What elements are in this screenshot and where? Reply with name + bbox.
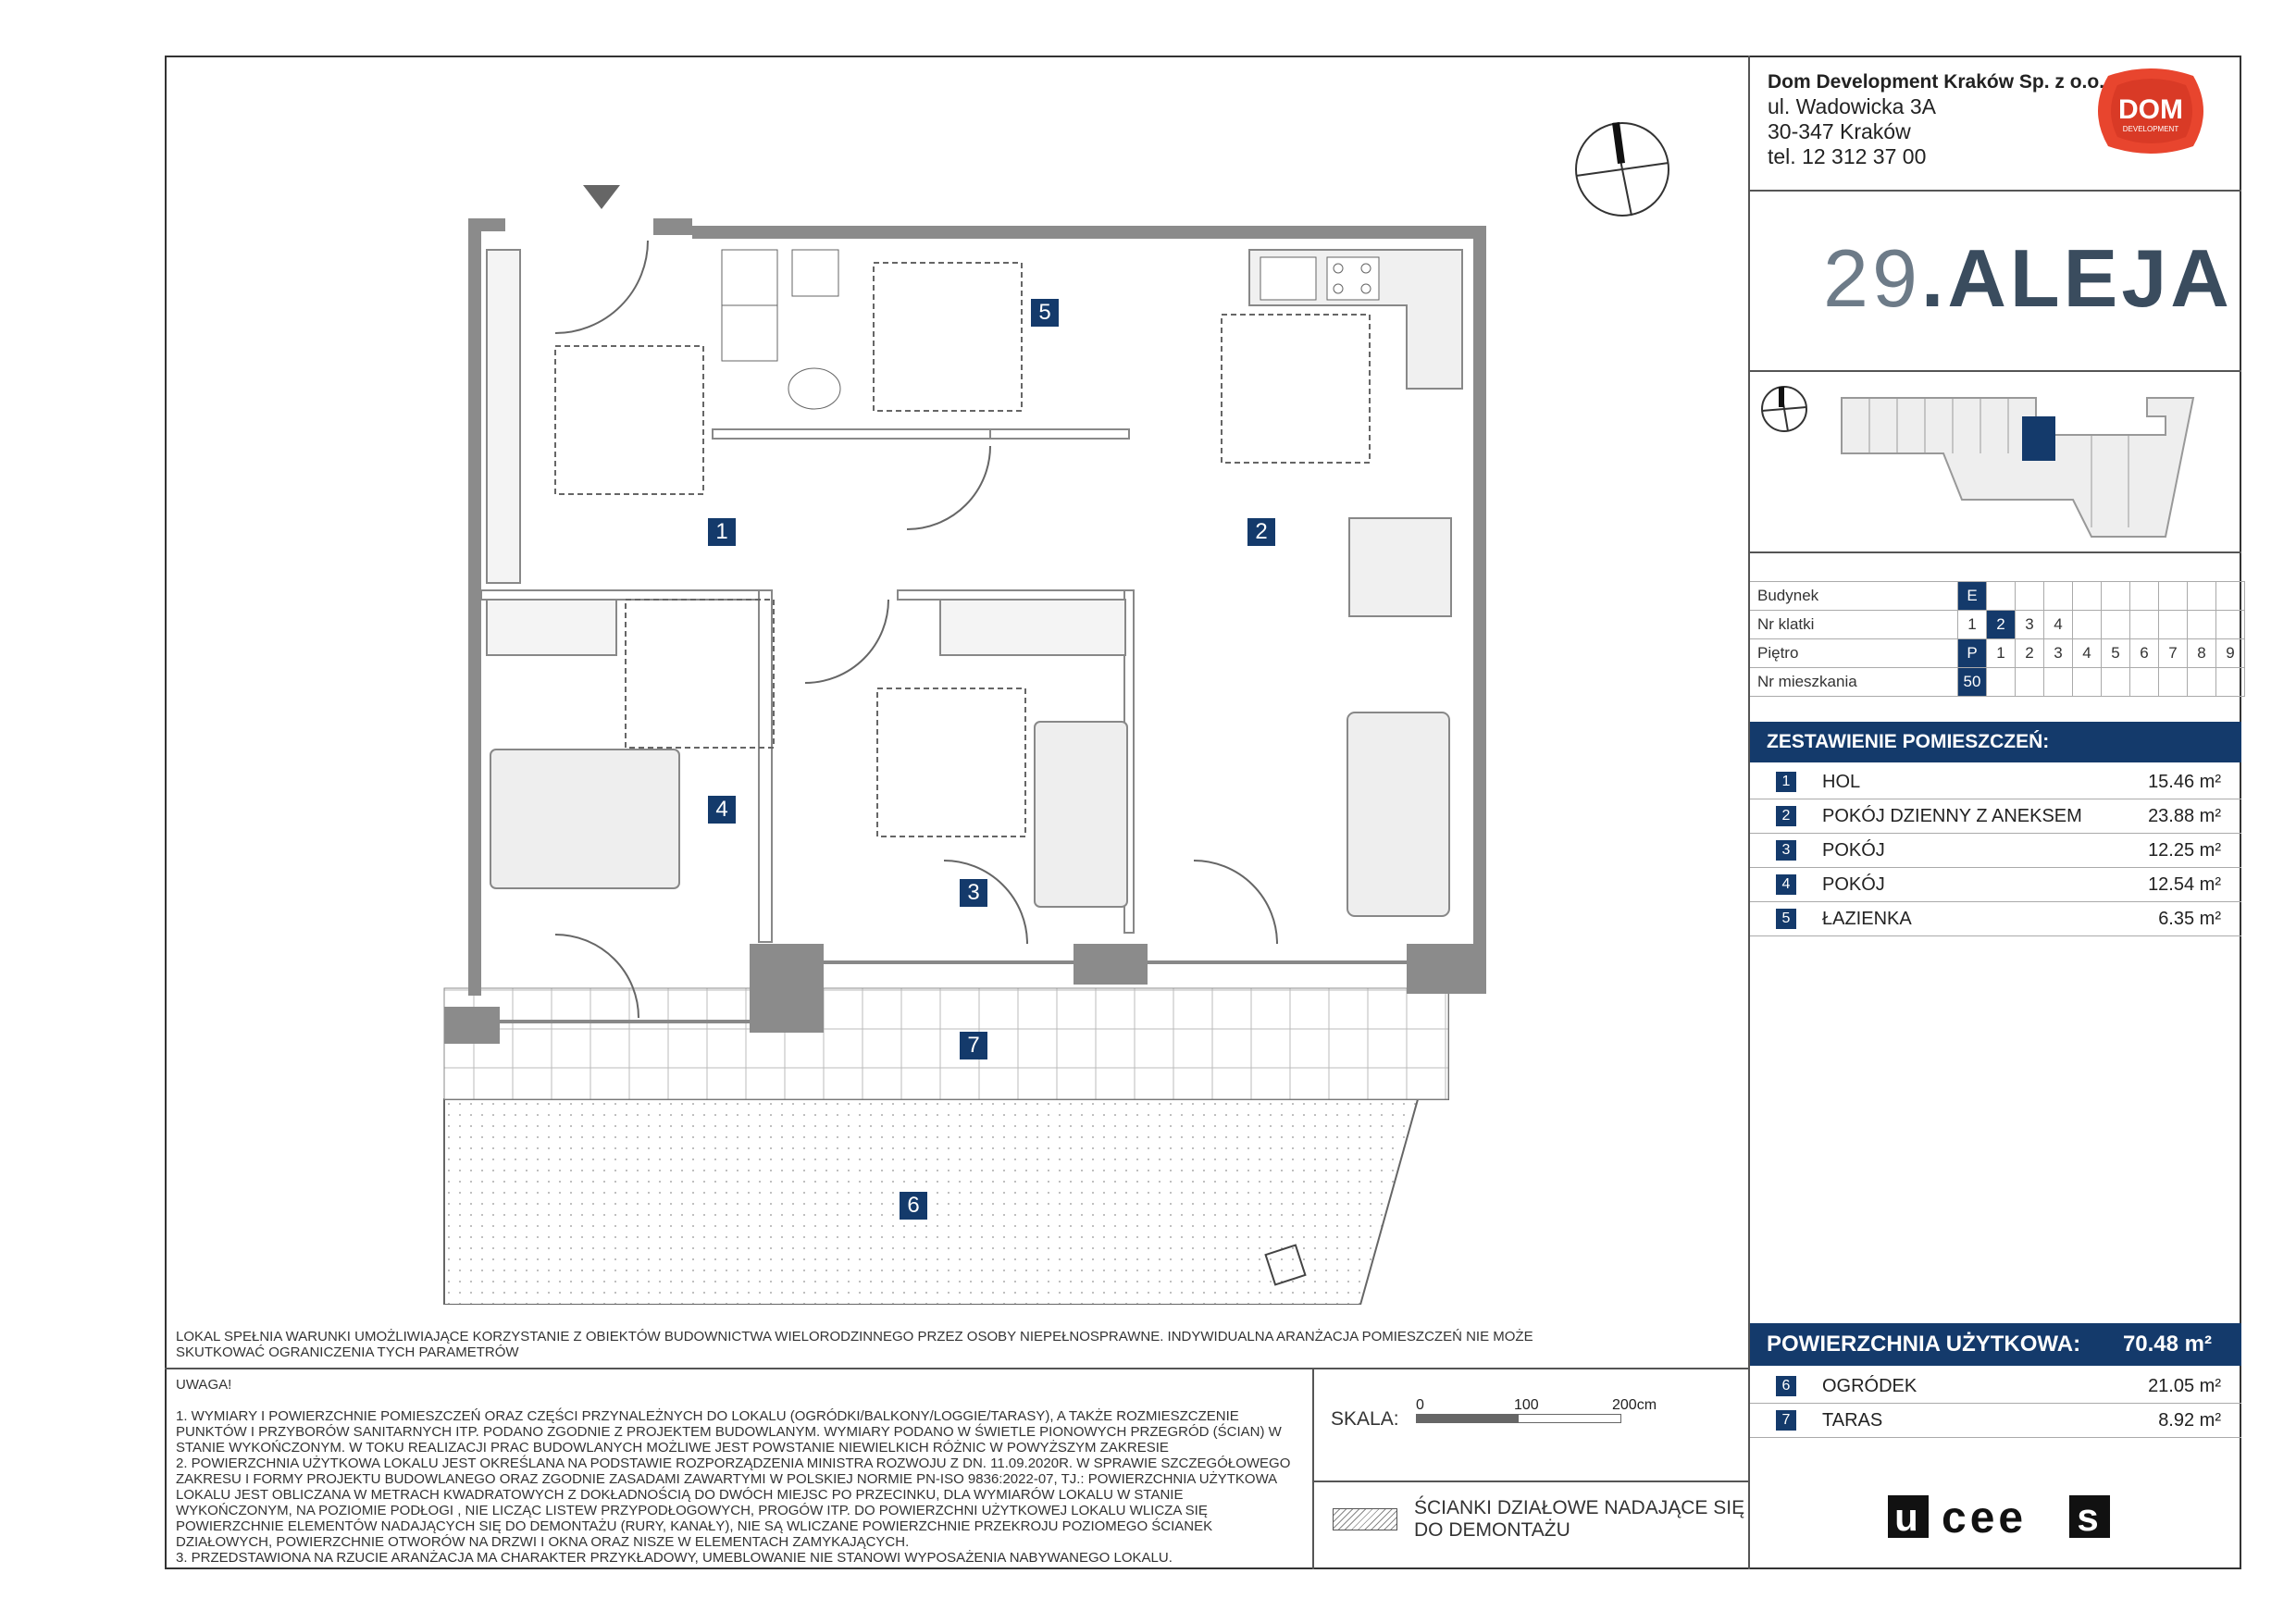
company-street: ul. Wadowicka 3A (1768, 94, 1936, 118)
wheelchair-zone-living (1222, 315, 1370, 463)
room-name: POKÓJ DZIENNY Z ANEKSEM (1822, 806, 2082, 826)
floor-option: 1 (1987, 639, 2016, 668)
divider-notes (165, 1368, 1750, 1369)
scale-label: SKALA: (1331, 1408, 1399, 1430)
north-compass (1571, 118, 1673, 220)
scale-bar (1416, 1397, 1657, 1425)
svg-text:s: s (2077, 1495, 2103, 1539)
room-row (1750, 834, 2241, 868)
extra-name: TARAS (1822, 1410, 1883, 1431)
plan-tag-3: 3 (960, 879, 987, 907)
svg-text:cee: cee (1942, 1493, 2028, 1542)
stairwell-option-selected: 2 (1987, 611, 2016, 639)
plan-tag-1: 1 (708, 518, 736, 546)
divider-brand (1748, 370, 2241, 372)
divider-header (1748, 190, 2241, 192)
warning-point-3: 3. PRZEDSTAWIONA NA RZUCIE ARANŻACJA MA CHARAKTER PRZYKŁADOWY, UMEBLOWANIE NIE STANOWI WYPOSAŻENIA NABYWANEGO LOKALU. (176, 1550, 1173, 1566)
room-row (1750, 765, 2241, 799)
room-number: 2 (1776, 806, 1796, 826)
company-name: Dom Development Kraków Sp. z o.o. (1768, 71, 2105, 93)
room-name: HOL (1822, 772, 1861, 792)
svg-text:u: u (1894, 1495, 1922, 1539)
floor-option: 4 (2073, 639, 2102, 668)
wheelchair-zone-bath (874, 263, 1022, 411)
floor-option: 3 (2044, 639, 2073, 668)
plan-tag-2: 2 (1247, 518, 1275, 546)
extra-number: 7 (1776, 1410, 1796, 1431)
room-name: POKÓJ (1822, 840, 1885, 861)
room-area: 12.54 m² (2148, 874, 2221, 895)
room-name: POKÓJ (1822, 874, 1885, 895)
living-balcony-door-swing (1194, 861, 1277, 944)
rooms-heading: ZESTAWIENIE POMIESZCZEŃ: (1750, 722, 2241, 762)
keyplan-building (1842, 398, 2193, 537)
plan-tag-4: 4 (708, 796, 736, 824)
room-name: ŁAZIENKA (1822, 909, 1912, 929)
wheelchair-zone-hall (555, 346, 703, 494)
stairwell-row (1750, 611, 2245, 639)
floor-option: 9 (2216, 639, 2245, 668)
floor-option-selected: P (1958, 639, 1987, 668)
plan-tag-5: 5 (1031, 299, 1059, 327)
scale-tick-100: 100 (1514, 1397, 1539, 1413)
floor-option: 7 (2159, 639, 2188, 668)
warning-point-2: 2. POWIERZCHNIA UŻYTKOWA LOKALU JEST OKREŚLANA NA PODSTAWIE ROZPORZĄDZENIA MINISTRA ROZWOJU Z DN. 11.09.2020R. W SPRAWIE SZCZEGÓŁOWEGO ZAKRESU I FORMY PROJEKTU BUDOWLANEGO ORAZ ZGODNIE ZASADAMI ZAWARTYMI W POLSKIEJ NORMIE PN-ISO 9836:2022-07, TJ.: POWIERZCHNIA UŻYTKOWA LOKALU JEST OBLICZANA W METRACH KWADRATOWYCH Z DOKŁADNOŚCIĄ DO DWÓCH MIEJSC PO PRZECINKU, DLA WYMIARÓW LOKALU W STANIE WYKOŃCZONYM, NA POZIOMIE PODŁOGI , NIE LICZĄC LISTEW PRZYPODŁOGOWYCH, PROGÓW ITP. DO POWIERZCHNI UŻYTKOWEJ LOKALU WLICZA SIĘ POWIERZCHNIE ELEMENTÓW NADAJĄCYCH SIĘ DO DEMONTAŻU (RURY, KANAŁY), NIE SĄ WLICZANE POWIERZCHNIE PRZEKROJU POZIOMEGO ŚCIANEK DZIAŁOWYCH, POWIERZCHNIE OTWORÓW NA DRZWI I OKNA ORAZ NISZE W ELEMENTACH ZAMYKAJĄCYCH. (176, 1456, 1291, 1550)
apartment-details-table (1750, 581, 2245, 697)
extra-name: OGRÓDEK (1822, 1376, 1917, 1396)
extra-row (1750, 1404, 2241, 1438)
wardrobe-room-4 (487, 600, 616, 655)
room-number: 4 (1776, 874, 1796, 895)
room-area: 23.88 m² (2148, 806, 2221, 826)
total-label: POWIERZCHNIA UŻYTKOWA: (1767, 1332, 2081, 1357)
bed-room-4 (490, 750, 679, 888)
project-logo (1823, 231, 2233, 326)
divider-scale (1312, 1368, 1314, 1569)
apartment-row (1750, 668, 2245, 697)
building-row (1750, 582, 2245, 611)
company-phone: tel. 12 312 37 00 (1768, 144, 1927, 168)
shower-icon (722, 250, 777, 305)
legend-line-2: DO DEMONTAŻU (1414, 1519, 1570, 1541)
sink-icon (1260, 257, 1316, 300)
plan-tag-6: 6 (900, 1192, 927, 1220)
floor-label: Piętro (1750, 639, 1958, 668)
project-name: .ALEJA (1920, 232, 2233, 324)
dom-development-logo (2090, 67, 2212, 155)
stairwell-option: 3 (2016, 611, 2044, 639)
room-number: 1 (1776, 772, 1796, 792)
apartment-value: 50 (1958, 668, 1987, 697)
building-label: Budynek (1750, 582, 1958, 611)
total-value: 70.48 m² (2122, 1332, 2212, 1357)
washbasin-icon (792, 250, 838, 296)
stairwell-option: 1 (1958, 611, 1987, 639)
room-number: 5 (1776, 909, 1796, 929)
legend-text (1414, 1497, 1744, 1542)
toilet-icon (788, 368, 840, 409)
entrance-door-swing (555, 241, 648, 333)
stairwell-option: 4 (2044, 611, 2073, 639)
extra-area: 8.92 m² (2158, 1410, 2221, 1431)
floor-option: 2 (2016, 639, 2044, 668)
room-area: 6.35 m² (2158, 909, 2221, 929)
warning-point-1: 1. WYMIARY I POWIERZCHNIE POMIESZCZEŃ ORAZ CZĘŚCI PRZYNALEŻNYCH DO LOKALU (OGRÓDKI/BALKONY/LOGGIE/TARASY), A TAKŻE ROZMIESZCZENIE PUNKTÓW I PRZYBORÓW SANITARNYCH ITP. PODANO ZGODNIE Z PROJEKTEM BUDOWLANYM. WYMIARY PODANO W ŚWIETLE PIONOWYCH PRZEGRÓD (ŚCIAN) W STANIE WYKOŃCZONYM. W TOKU REALIZACJI PRAC BUDOWLANYCH MOŻLIWE JEST POWSTANIE NIEWIELKICH RÓŻNIC W POWYŻSZYM ZAKRESIE (176, 1408, 1282, 1456)
project-number: 29 (1823, 232, 1921, 324)
company-city: 30-347 Kraków (1768, 119, 1911, 143)
plan-tag-7: 7 (960, 1032, 987, 1059)
warning-title: UWAGA! (176, 1377, 232, 1393)
room-area: 12.25 m² (2148, 840, 2221, 861)
sofa (1347, 712, 1449, 916)
company-info (1768, 68, 2104, 169)
divider-legend (1312, 1481, 1750, 1482)
keyplan-apartment-marker (2022, 416, 2055, 461)
legend-line-1: ŚCIANKI DZIAŁOWE NADAJĄCE SIĘ (1414, 1497, 1745, 1518)
room-number: 3 (1776, 840, 1796, 861)
room3-door-swing (805, 600, 888, 683)
ucees-logo (1888, 1490, 2110, 1558)
bathroom-door-swing (907, 446, 990, 529)
floor-plan (435, 213, 1490, 1305)
cooktop-icon (1327, 257, 1379, 300)
dining-table (1349, 518, 1451, 616)
room-row (1750, 868, 2241, 902)
warning-notes (176, 1377, 1296, 1566)
usable-area-total (1750, 1323, 2241, 1366)
scale-tick-0: 0 (1416, 1397, 1424, 1413)
divider-keyplan (1748, 551, 2241, 553)
wheelchair-zone-room4 (626, 600, 774, 748)
washer-icon (722, 305, 777, 361)
wheelchair-zone-room3 (877, 688, 1025, 836)
stairwell-label: Nr klatki (1750, 611, 1958, 639)
extra-number: 6 (1776, 1376, 1796, 1396)
extra-row (1750, 1369, 2241, 1404)
wardrobe-hall (487, 250, 520, 583)
scale-tick-200: 200cm (1612, 1397, 1657, 1413)
floor-row (1750, 639, 2245, 668)
room-area: 15.46 m² (2148, 772, 2221, 792)
logo-text-dom: DOM (2118, 94, 2183, 125)
room-row (1750, 902, 2241, 936)
bed-room-3 (1035, 722, 1127, 907)
floor-option: 8 (2188, 639, 2216, 668)
logo-text-development: DEVELOPMENT (2122, 125, 2179, 133)
room-row (1750, 799, 2241, 834)
demolition-wall-swatch (1333, 1508, 1397, 1530)
floor-option: 6 (2130, 639, 2159, 668)
building-value: E (1958, 582, 1987, 611)
apartment-label: Nr mieszkania (1750, 668, 1958, 697)
accessibility-note: LOKAL SPEŁNIA WARUNKI UMOŻLIWIAJĄCE KORZYSTANIE Z OBIEKTÓW BUDOWNICTWA WIELORODZINNEGO PRZEZ OSOBY NIEPEŁNOSPRAWNE. INDYWIDUALNA ARANŻACJA POMIESZCZEŃ NIE MOŻE SKUTKOWAĆ OGRANICZENIA TYCH PARAMETRÓW (176, 1329, 1533, 1360)
wardrobe-room-3 (940, 600, 1125, 655)
floor-option: 5 (2102, 639, 2130, 668)
key-plan (1758, 379, 2240, 546)
extra-area: 21.05 m² (2148, 1376, 2221, 1396)
terrace-area (444, 988, 1448, 1099)
